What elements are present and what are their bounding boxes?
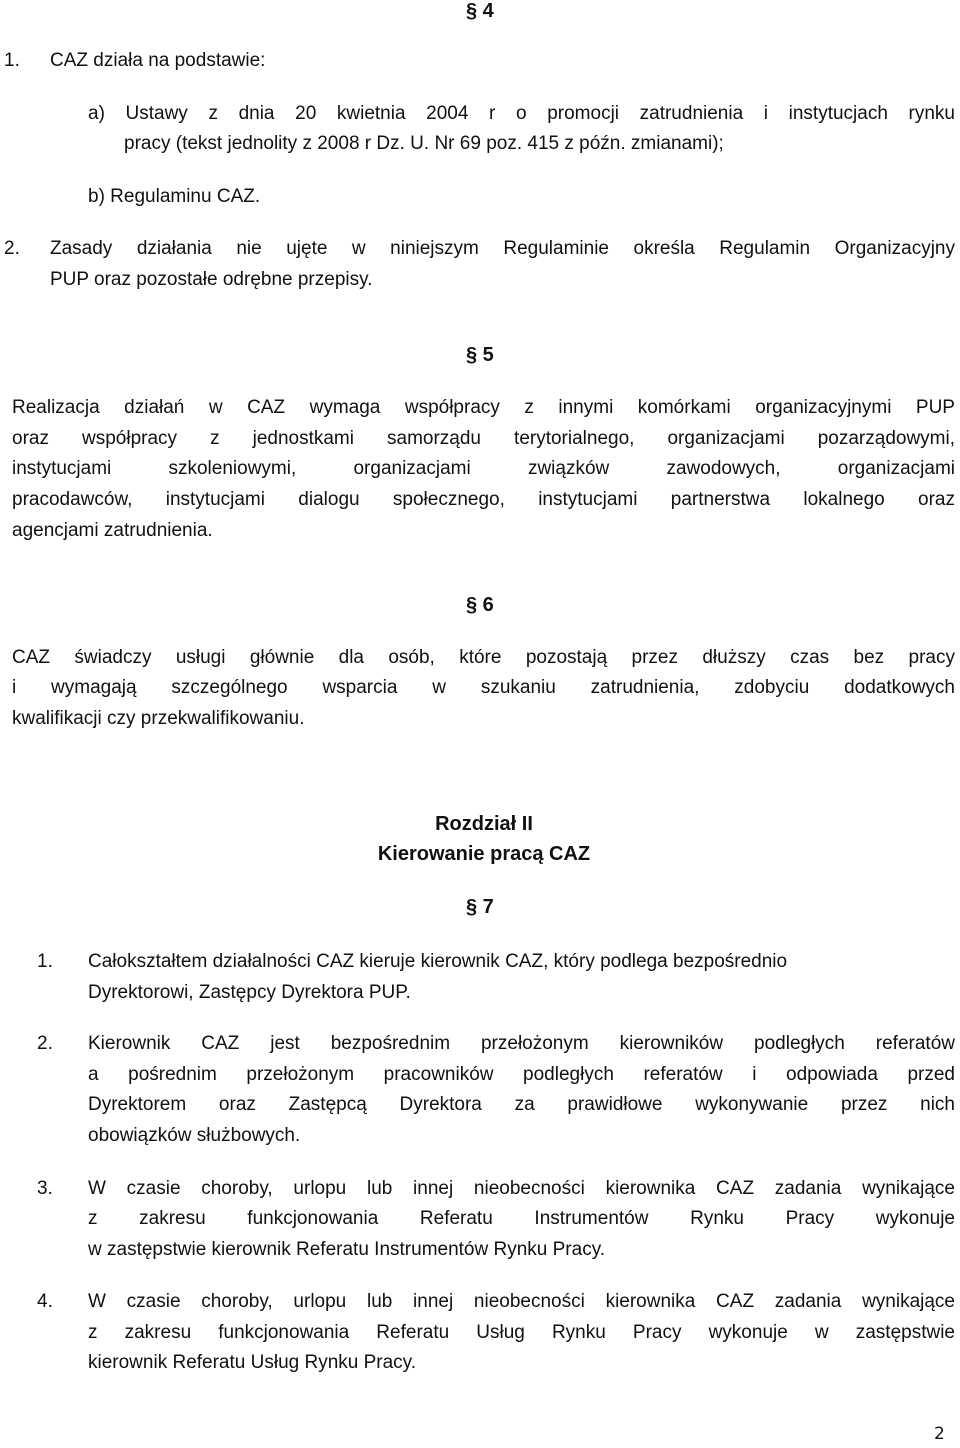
s5-line-2: oraz współpracy z jednostkami samorządu terytorialnego, organizacjami pozarządowymi, bbox=[12, 428, 955, 449]
page-number: 2 bbox=[934, 1424, 945, 1444]
s4-item-a-line2: pracy (tekst jednolity z 2008 r Dz. U. Nr 69 poz. 415 z późn. zmianami); bbox=[124, 133, 724, 154]
s7-item2-number: 2. bbox=[37, 1033, 53, 1054]
s7-item4-line-2: z zakresu funkcjonowania Referatu Usług Rynku Pracy wykonuje w zastępstwie bbox=[88, 1322, 955, 1343]
chapter-title: Rozdział II bbox=[435, 813, 533, 835]
s7-item1-line-1: Całokształtem działalności CAZ kieruje kierownik CAZ, który podlega bezpośrednio bbox=[88, 951, 788, 972]
s4-item1-text: CAZ działa na podstawie: bbox=[50, 50, 266, 71]
s6-line-2: i wymagają szczególnego wsparcia w szukaniu zatrudnienia, zdobyciu dodatkowych bbox=[12, 677, 955, 698]
s7-item2-line-1: Kierownik CAZ jest bezpośrednim przełożonym kierowników podległych referatów bbox=[88, 1033, 955, 1054]
s7-item2-line-4: obowiązków służbowych. bbox=[88, 1125, 301, 1146]
s7-item3-line-1: W czasie choroby, urlopu lub innej nieobecności kierownika CAZ zadania wynikające bbox=[88, 1178, 955, 1199]
s4-item-a-line1: a) Ustawy z dnia 20 kwietnia 2004 r o promocji zatrudnienia i instytucjach rynku bbox=[88, 103, 955, 124]
s6-line-1: CAZ świadczy usługi głównie dla osób, które pozostają przez dłuższy czas bez pracy bbox=[12, 647, 955, 668]
s4-item-b: b) Regulaminu CAZ. bbox=[88, 186, 261, 207]
s7-item3-number: 3. bbox=[37, 1178, 53, 1199]
s4-item2-line1: Zasady działania nie ujęte w niniejszym Regulaminie określa Regulamin Organizacyjny bbox=[50, 238, 955, 259]
s7-item2-line-2: a pośrednim przełożonym pracowników podległych referatów i odpowiada przed bbox=[88, 1064, 955, 1085]
s7-item2-line-3: Dyrektorem oraz Zastępcą Dyrektora za prawidłowe wykonywanie przez nich bbox=[88, 1094, 955, 1115]
s5-line-3: instytucjami szkoleniowymi, organizacjami związków zawodowych, organizacjami bbox=[12, 458, 955, 479]
s5-line-4: pracodawców, instytucjami dialogu społecznego, instytucjami partnerstwa lokalnego oraz bbox=[12, 489, 955, 510]
s7-item1-line-2: Dyrektorowi, Zastępcy Dyrektora PUP. bbox=[88, 982, 411, 1003]
s7-item4-number: 4. bbox=[37, 1291, 53, 1312]
s5-line-5: agencjami zatrudnienia. bbox=[12, 520, 213, 541]
section-4-heading: § 4 bbox=[466, 0, 494, 22]
section-6-heading: § 6 bbox=[466, 594, 494, 616]
section-7-heading: § 7 bbox=[466, 896, 494, 918]
s7-item4-line-1: W czasie choroby, urlopu lub innej nieobecności kierownika CAZ zadania wynikające bbox=[88, 1291, 955, 1312]
s7-item3-line-2: z zakresu funkcjonowania Referatu Instrumentów Rynku Pracy wykonuje bbox=[88, 1208, 955, 1229]
s7-item3-line-3: w zastępstwie kierownik Referatu Instrumentów Rynku Pracy. bbox=[88, 1239, 606, 1260]
s4-item2-line2: PUP oraz pozostałe odrębne przepisy. bbox=[50, 269, 373, 290]
chapter-subtitle: Kierowanie pracą CAZ bbox=[377, 843, 591, 865]
s5-line-1: Realizacja działań w CAZ wymaga współpracy z innymi komórkami organizacyjnymi PUP bbox=[12, 397, 955, 418]
s7-item4-line-3: kierownik Referatu Usług Rynku Pracy. bbox=[88, 1352, 417, 1373]
s4-item1-number: 1. bbox=[4, 50, 20, 71]
s6-line-3: kwalifikacji czy przekwalifikowaniu. bbox=[12, 708, 305, 729]
section-5-heading: § 5 bbox=[466, 344, 494, 366]
s4-item2-number: 2. bbox=[4, 238, 20, 259]
s7-item1-number: 1. bbox=[37, 951, 53, 972]
